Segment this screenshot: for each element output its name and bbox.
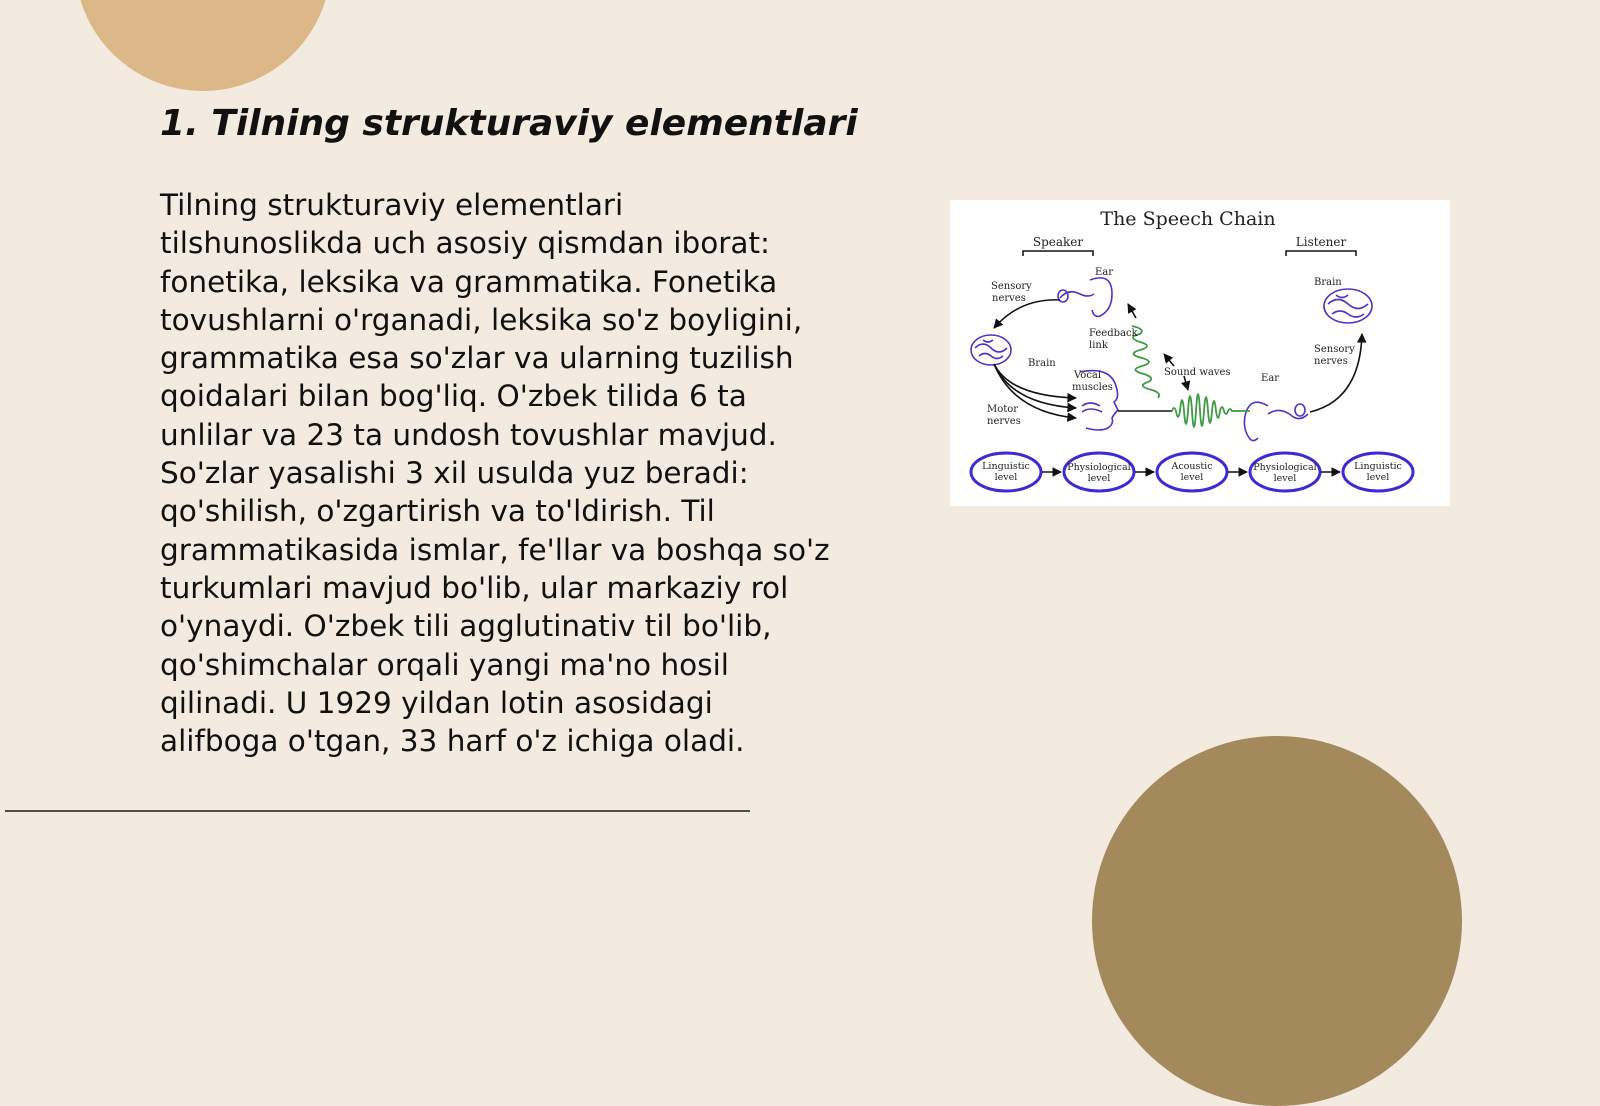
listener-ear-label: Ear: [1261, 373, 1280, 384]
speaker-brain-label: Brain: [1028, 358, 1056, 369]
svg-text:Physiological: Physiological: [1253, 462, 1317, 473]
feedback-label-l1: Feedback: [1089, 328, 1138, 339]
speech-chain-diagram: [950, 200, 1450, 506]
body-line: qilinadi. U 1929 yildan lotin asosidagi: [160, 685, 713, 720]
svg-text:Acoustic: Acoustic: [1171, 461, 1213, 472]
speaker-label: Speaker: [1032, 235, 1084, 249]
speaker-bracket: [1023, 251, 1093, 256]
svg-text:level: level: [1180, 472, 1204, 483]
body-line: qo'shilish, o'zgartirish va to'ldirish. Til: [160, 494, 715, 529]
svg-text:level: level: [1366, 472, 1390, 483]
divider-line: [5, 810, 750, 812]
body-line: qo'shimchalar orqali yangi ma'no hosil: [160, 647, 729, 682]
feedback-label-l2: link: [1089, 340, 1108, 351]
motor-label-l1: Motor: [987, 404, 1019, 415]
speaker-ear-icon: [1058, 278, 1112, 317]
svg-text:Physiological: Physiological: [1067, 462, 1131, 473]
body-line: fonetika, leksika va grammatika. Fonetika: [160, 264, 778, 299]
body-line: turkumlari mavjud bo'lib, ular markaziy rol: [160, 570, 789, 605]
body-line: grammatika esa so'zlar va ularning tuzilish: [160, 341, 794, 376]
sensory-arrow-speaker: [994, 300, 1060, 328]
sound-waves-icon: [1172, 394, 1250, 427]
listener-ear-icon: [1244, 402, 1308, 440]
listener-sensory-label-l2: nerves: [1314, 356, 1348, 367]
body-line: alifboga o'tgan, 33 harf o'z ichiga oladi.: [160, 724, 745, 759]
listener-bracket: [1286, 251, 1356, 256]
body-line: qoidalari bilan bog'liq. O'zbek tilida 6 ta: [160, 379, 747, 414]
motor-arrow-1: [994, 364, 1076, 398]
body-line: tilshunoslikda uch asosiy qismdan iborat:: [160, 226, 770, 261]
svg-text:Linguistic: Linguistic: [982, 461, 1030, 472]
speech-chain-figure: [950, 200, 1450, 506]
svg-text:Linguistic: Linguistic: [1354, 461, 1402, 472]
level-pill: [1250, 453, 1320, 491]
level-pill: [971, 453, 1041, 491]
figure-title: The Speech Chain: [1100, 208, 1276, 230]
svg-text:level: level: [1087, 473, 1111, 484]
slide-body: [160, 186, 840, 760]
decorative-circle-top: [75, 0, 331, 91]
svg-text:level: level: [1273, 473, 1297, 484]
level-pill: [1343, 453, 1413, 491]
sensory-nerves-label-l1: Sensory: [991, 281, 1032, 292]
body-line: Tilning strukturaviy elementlari: [160, 188, 624, 222]
listener-label: Listener: [1295, 235, 1347, 249]
vocal-label-l2: muscles: [1072, 382, 1113, 393]
level-pill: [1157, 453, 1227, 491]
body-line: unlilar va 23 ta undosh tovushlar mavjud.: [160, 417, 777, 452]
body-line: So'zlar yasalishi 3 xil usulda yuz beradi:: [160, 456, 749, 491]
sound-arrow-up: [1164, 354, 1174, 366]
body-line: o'ynaydi. O'zbek tili agglutinativ til bo'lib,: [160, 609, 772, 644]
speaker-brain-icon: [971, 335, 1011, 365]
svg-text:level: level: [994, 472, 1018, 483]
listener-sensory-label-l1: Sensory: [1314, 344, 1355, 355]
decorative-circle-bottom: [1092, 736, 1462, 1106]
vocal-label-l1: Vocal: [1074, 370, 1102, 381]
sound-waves-label: Sound waves: [1164, 367, 1231, 378]
sensory-nerves-label-l2: nerves: [992, 293, 1026, 304]
motor-label-l2: nerves: [987, 416, 1021, 427]
feedback-arrow: [1128, 304, 1136, 318]
slide-title: 1. Tilning strukturaviy elementlari: [160, 103, 858, 144]
level-pill: [1064, 453, 1134, 491]
speaker-ear-label: Ear: [1095, 267, 1114, 278]
body-line: tovushlarni o'rganadi, leksika so'z boyligini,: [160, 302, 803, 337]
listener-brain-icon: [1324, 289, 1372, 323]
body-line: grammatikasida ismlar, fe'llar va boshqa so'z: [160, 532, 830, 567]
listener-brain-label: Brain: [1314, 277, 1342, 288]
sound-arrow-down: [1184, 376, 1188, 390]
